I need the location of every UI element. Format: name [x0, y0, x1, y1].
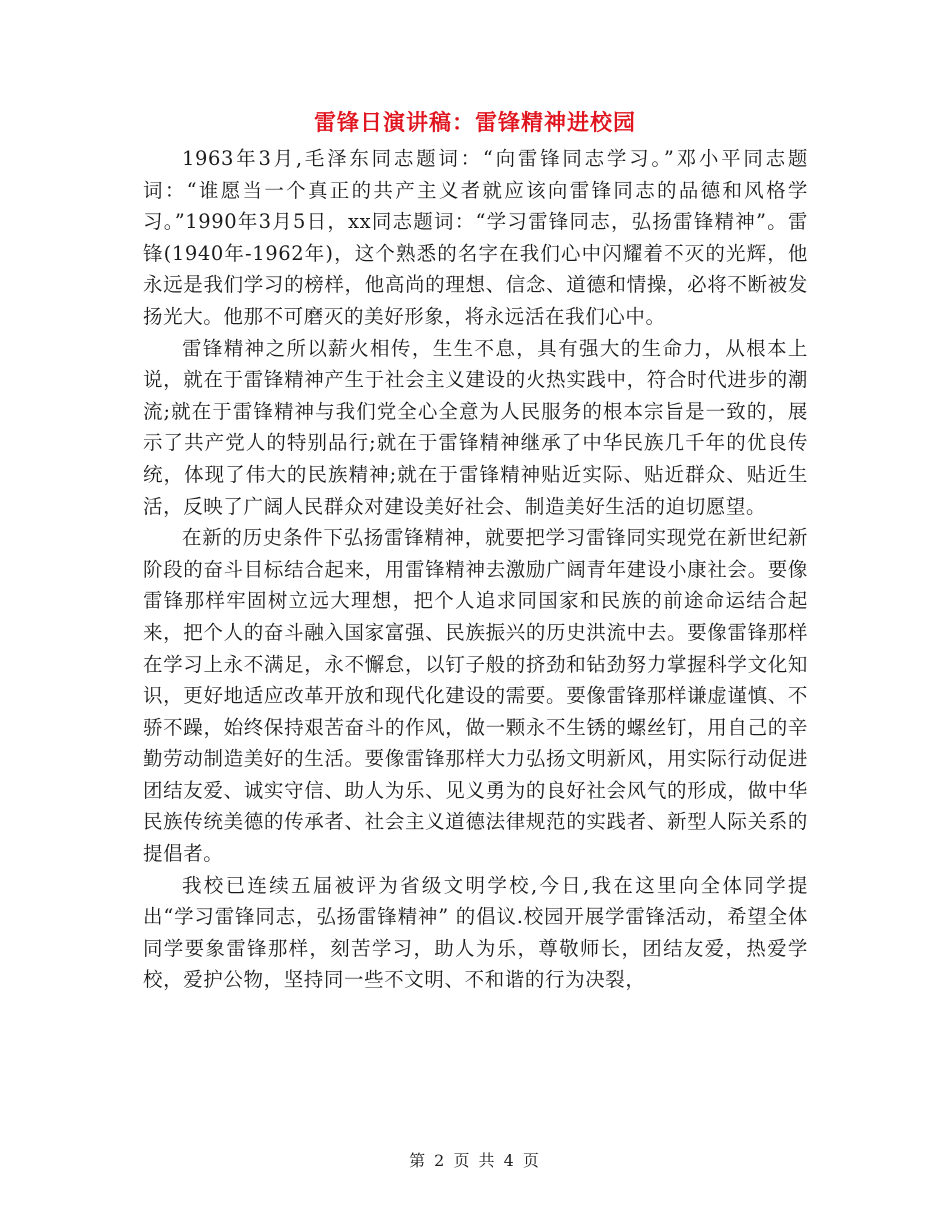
paragraph-3: 在新的历史条件下弘扬雷锋精神，就要把学习雷锋同实现党在新世纪新阶段的奋斗目标结合起来，用雷锋精神去激励广阔青年建设小康社会。要像雷锋那样牢固树立远大理想，把个人追求同国家和民族的前途命运结合起来，把个人的奋斗融入国家富强、民族振兴的历史洪流中去。要像雷锋那样在学习上永不满足，永不懈怠，以钉子般的挤劲和钻劲努力掌握科学文化知识，更好地适应改革开放和现代化建设的需要。要像雷锋那样谦虚谨慎、不骄不躁，始终保持艰苦奋斗的作风，做一颗永不生锈的螺丝钉，用自己的辛勤劳动制造美好的生活。要像雷锋那样大力弘扬文明新风，用实际行动促进团结友爱、诚实守信、助人为乐、见义勇为的良好社会风气的形成，做中华民族传统美德的传承者、社会主义道德法律规范的实践者、新型人际关系的提倡者。 [143, 526, 808, 866]
paragraph-2: 雷锋精神之所以薪火相传，生生不息，具有强大的生命力，从根本上说，就在于雷锋精神产生于社会主义建设的火热实践中，符合时代进步的潮流;就在于雷锋精神与我们党全心全意为人民服务的根本宗旨是一致的，展示了共产党人的特别品行;就在于雷锋精神继承了中华民族几千年的优良传统，体现了伟大的民族精神;就在于雷锋精神贴近实际、贴近群众、贴近生活，反映了广阔人民群众对建设美好社会、制造美好生活的迫切愿望。 [143, 336, 808, 518]
paragraph-1: 1963年3月,毛泽东同志题词：“向雷锋同志学习。”邓小平同志题词：“谁愿当一个真正的共产主义者就应该向雷锋同志的品德和风格学习。”1990年3月5日，xx同志题词：“学习雷锋同志，弘扬雷锋精神”。雷锋(1940年-1962年)，这个熟悉的名字在我们心中闪耀着不灭的光辉，他永远是我们学习的榜样，他高尚的理想、信念、道德和情操，必将不断被发扬光大。他那不可磨灭的美好形象，将永远活在我们心中。 [143, 147, 808, 328]
document-body [143, 143, 808, 996]
paragraph-4: 我校已连续五届被评为省级文明学校,今日,我在这里向全体同学提出“学习雷锋同志，弘扬雷锋精神” 的倡议.校园开展学雷锋活动，希望全体同学要象雷锋那样，刻苦学习，助人为乐，尊敬师长，团结友爱，热爱学校，爱护公物，坚持同一些不文明、不和谐的行为决裂， [143, 873, 808, 992]
page-number-footer: 第 2 页 共 4 页 [409, 1151, 541, 1170]
document-title: 雷锋日演讲稿：雷锋精神进校园 [313, 111, 636, 136]
